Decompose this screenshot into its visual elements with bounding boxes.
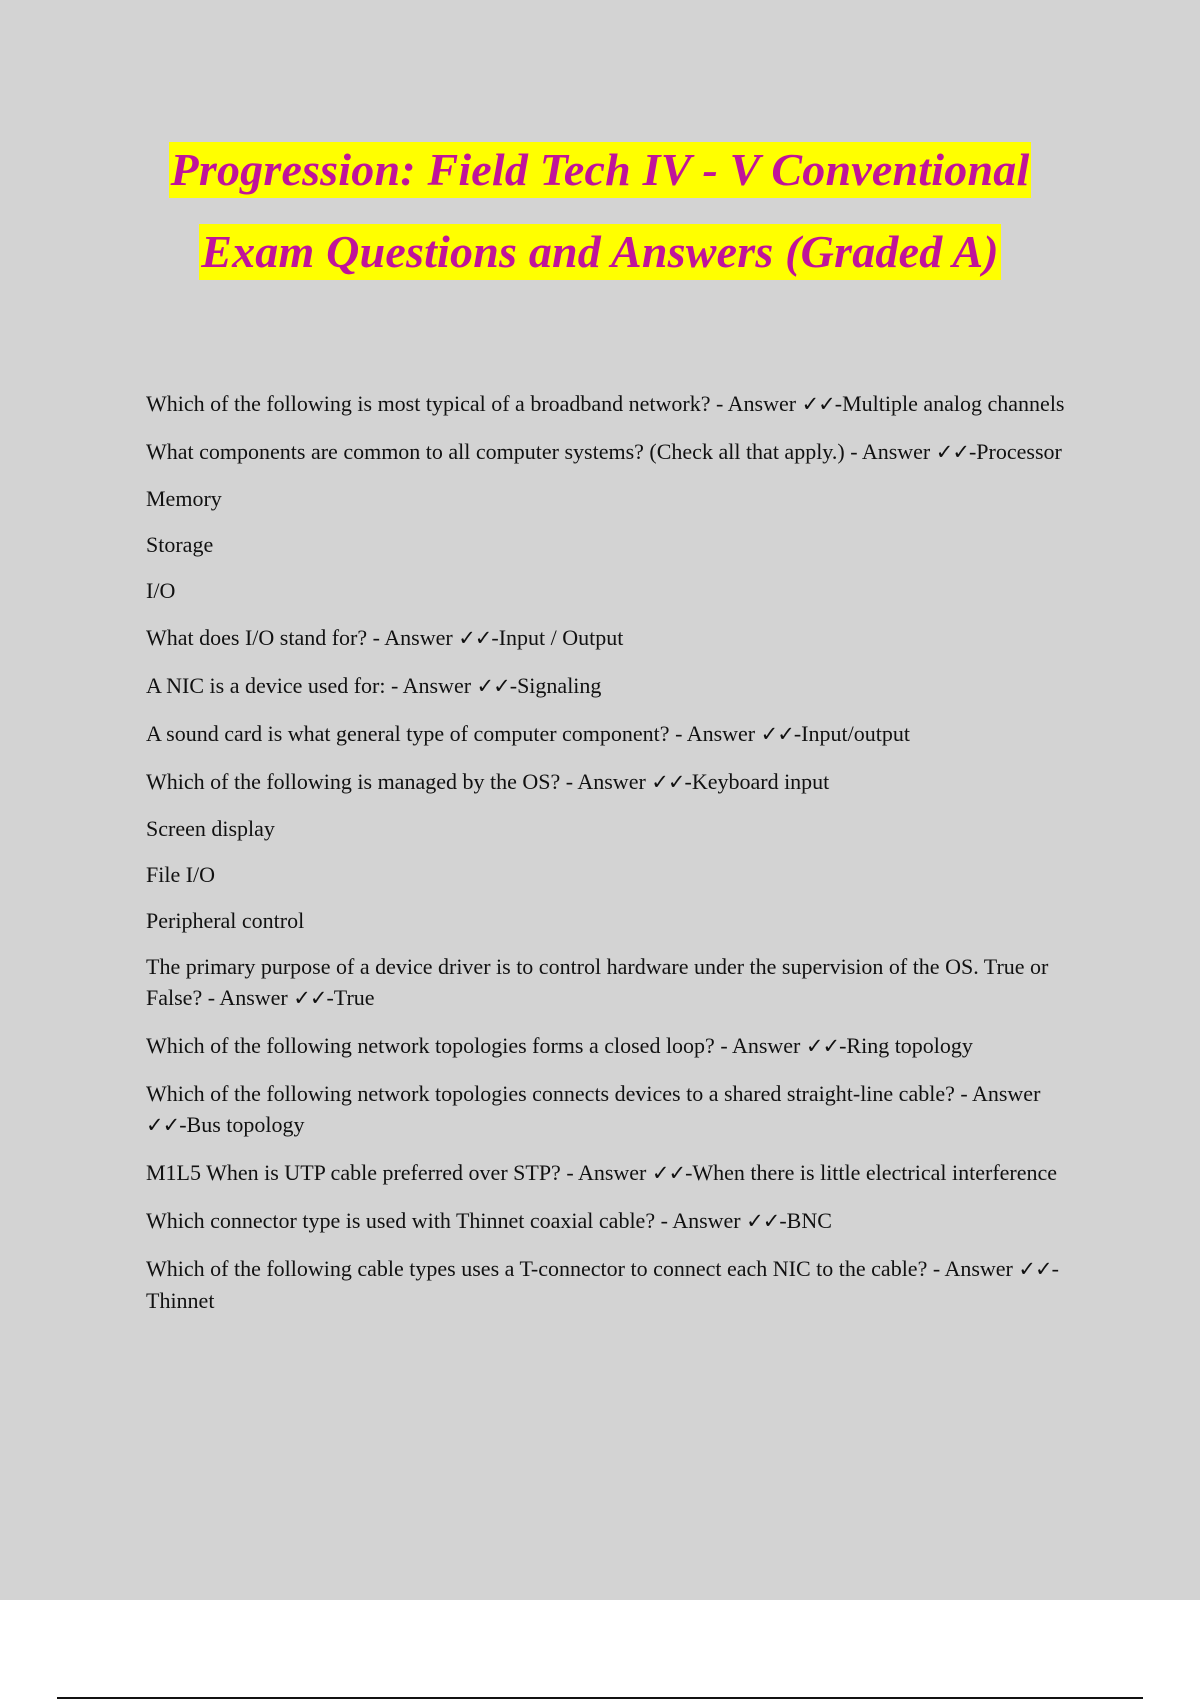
answer-label: Answer [577, 1160, 652, 1185]
title-line-2: Exam Questions and Answers (Graded A) [199, 224, 1001, 280]
qa-entry [146, 1253, 1076, 1316]
page-divider [57, 1697, 1143, 1699]
answer-label: Answer [219, 985, 294, 1010]
qa-entry [146, 1078, 1076, 1141]
qa-entry [146, 1205, 1076, 1237]
answer-label: Answer [861, 439, 936, 464]
qa-entry [146, 718, 1076, 750]
answer-label: Answer [686, 721, 761, 746]
qa-entry [146, 1030, 1076, 1062]
qa-entry [146, 951, 1076, 1014]
check-icon: ✓✓ [651, 1161, 686, 1185]
answer-text: -Thinnet [146, 1256, 1059, 1313]
check-icon: ✓✓ [458, 626, 492, 650]
check-icon: ✓✓ [293, 986, 327, 1010]
check-icon: ✓✓ [760, 722, 794, 746]
question-text: A sound card is what general type of computer component? - [146, 721, 687, 746]
question-text: M1L5 When is UTP cable preferred over STP? - [146, 1160, 578, 1185]
answer-text: -Multiple analog channels [834, 391, 1065, 416]
answer-text: -Input / Output [491, 625, 624, 650]
answer-label: Answer [402, 673, 477, 698]
question-text: The primary purpose of a device driver is to control hardware under the supervision of the OS. True or False? - [146, 954, 1049, 1010]
question-text: Which of the following network topologies forms a closed loop? - [146, 1033, 732, 1058]
check-icon: ✓✓ [801, 392, 835, 416]
answer-continuation: I/O [146, 578, 176, 603]
qa-entry [146, 622, 1076, 654]
qa-entry [146, 388, 1076, 420]
question-text: What does I/O stand for? - [146, 625, 385, 650]
question-text: Which of the following is most typical of a broadband network? - [146, 391, 728, 416]
question-text: Which connector type is used with Thinnet coaxial cable? - [146, 1208, 673, 1233]
title-line-1: Progression: Field Tech IV - V Conventional [169, 142, 1032, 198]
answer-text: -Ring topology [839, 1033, 973, 1058]
qa-entry [146, 1157, 1076, 1189]
answer-text: -True [326, 985, 375, 1010]
answer-text: -Bus topology [179, 1112, 305, 1137]
answer-label: Answer [944, 1256, 1019, 1281]
question-text: What components are common to all computer systems? (Check all that apply.) - [146, 439, 862, 464]
answer-text: -Keyboard input [684, 769, 830, 794]
check-icon: ✓✓ [651, 770, 685, 794]
document-title [0, 142, 1200, 280]
answer-text: -Processor [968, 439, 1062, 464]
qa-entry [146, 766, 1076, 798]
answer-continuation: Peripheral control [146, 908, 305, 933]
answer-label: Answer [971, 1081, 1041, 1106]
answer-text: -Input/output [793, 721, 910, 746]
check-icon: ✓✓ [146, 1113, 180, 1137]
answer-text: -When there is little electrical interference [685, 1160, 1058, 1185]
check-icon: ✓✓ [1018, 1257, 1052, 1281]
question-text: A NIC is a device used for: - [146, 673, 403, 698]
answer-continuation: Storage [146, 532, 214, 557]
answer-label: Answer [577, 769, 652, 794]
qa-entry [146, 670, 1076, 702]
check-icon: ✓✓ [476, 674, 510, 698]
question-text: Which of the following is managed by the OS? - [146, 769, 578, 794]
check-icon: ✓✓ [805, 1034, 840, 1058]
answer-label: Answer [727, 391, 802, 416]
answer-text: -BNC [779, 1208, 832, 1233]
check-icon: ✓✓ [935, 440, 969, 464]
check-icon: ✓✓ [746, 1209, 780, 1233]
qa-list [146, 388, 1076, 1332]
qa-entry [146, 436, 1076, 468]
answer-label: Answer [672, 1208, 747, 1233]
answer-label: Answer [384, 625, 459, 650]
question-text: Which of the following cable types uses a T-connector to connect each NIC to the cable? - [146, 1256, 945, 1281]
answer-text: -Signaling [509, 673, 602, 698]
answer-continuation: Memory [146, 486, 222, 511]
answer-label: Answer [731, 1033, 806, 1058]
answer-continuation: Screen display [146, 816, 275, 841]
question-text: Which of the following network topologies connects devices to a shared straight-line cable? - [146, 1081, 972, 1106]
answer-continuation: File I/O [146, 862, 216, 887]
